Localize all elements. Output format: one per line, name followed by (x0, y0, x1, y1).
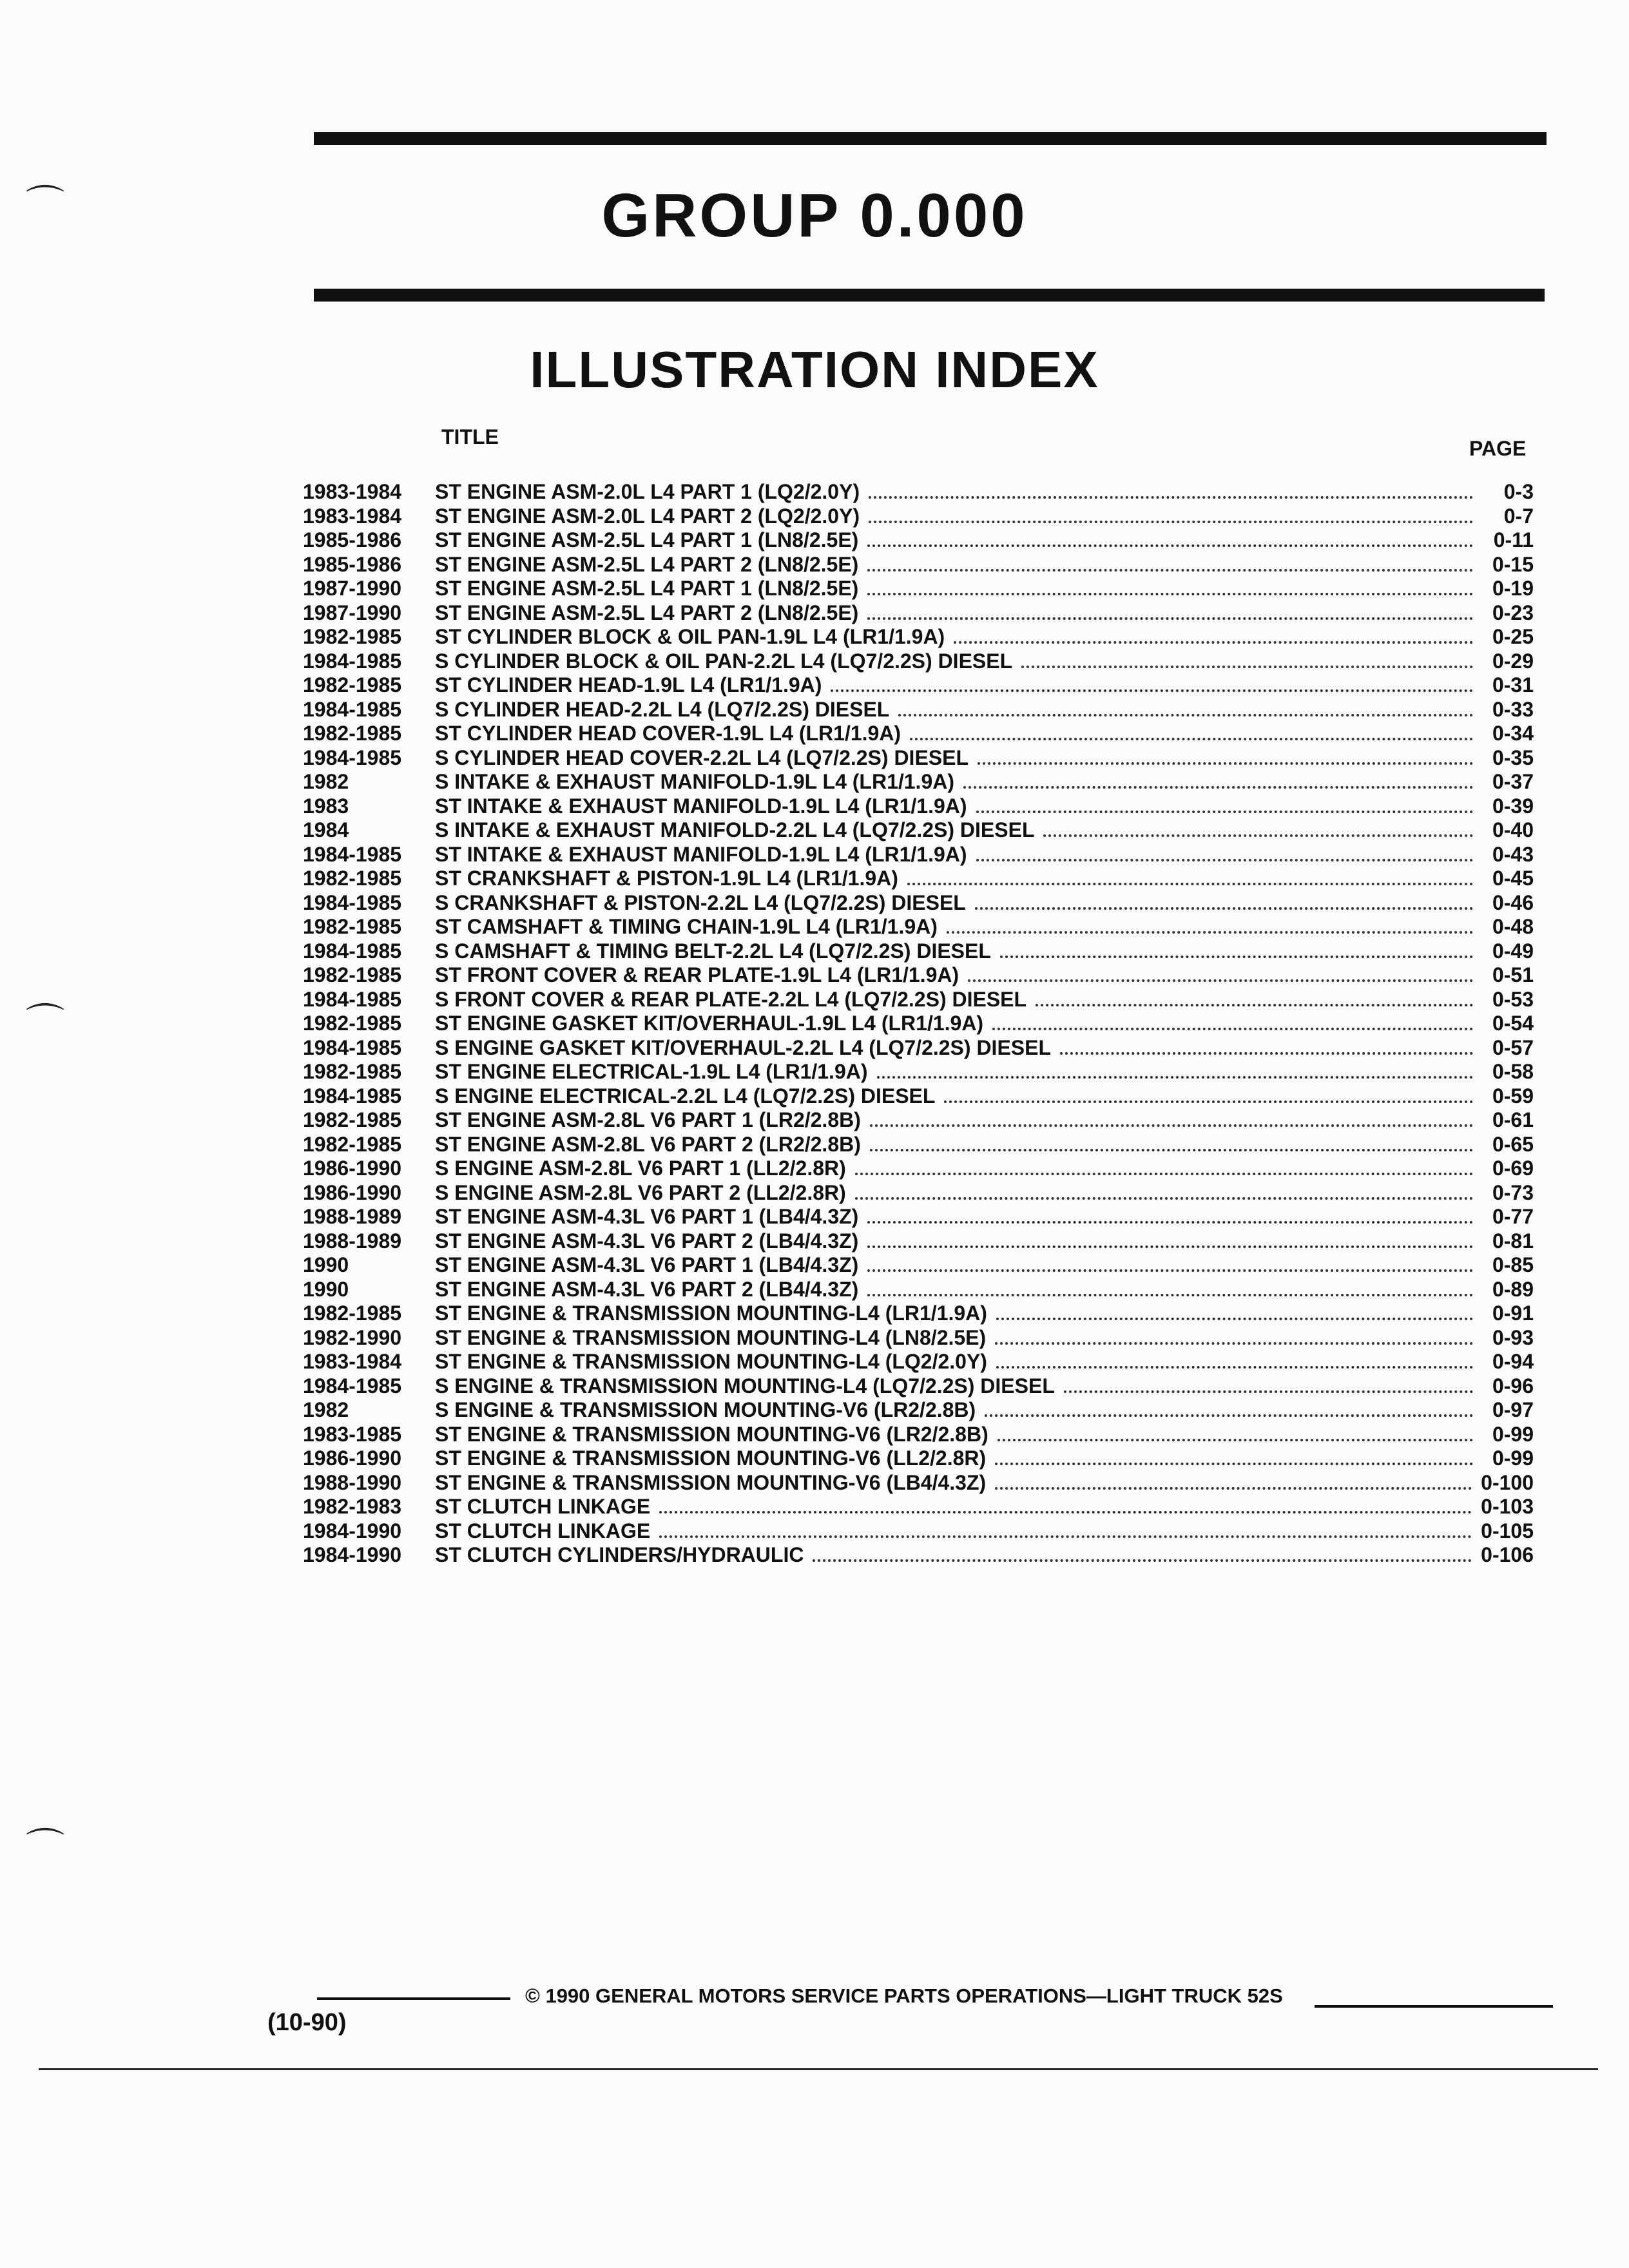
entry-years: 1983-1984 (303, 504, 402, 528)
entry-page: 0-53 (1492, 987, 1534, 1011)
dot-leader (867, 537, 1473, 547)
entry-page: 0-96 (1492, 1374, 1534, 1398)
dot-leader (831, 682, 1473, 692)
entry-years: 1983-1984 (303, 1350, 402, 1373)
entry-title: ST ENGINE ASM-4.3L V6 PART 1 (LB4/4.3Z) (435, 1253, 859, 1276)
entry-years: 1984-1985 (303, 1374, 402, 1398)
entry-title: ST ENGINE ASM-2.5L L4 PART 1 (LN8/2.5E) (435, 577, 859, 600)
dot-leader (1043, 827, 1473, 837)
index-entry (303, 1446, 1534, 1471)
dot-leader (870, 1117, 1473, 1127)
entry-title: S ENGINE ASM-2.8L V6 PART 1 (LL2/2.8R) (435, 1157, 846, 1180)
entry-page: 0-77 (1492, 1205, 1534, 1228)
dot-leader (867, 1262, 1473, 1272)
middle-rule (314, 289, 1545, 302)
revision-code: (10-90) (267, 2009, 347, 2036)
dot-leader (659, 1528, 1472, 1538)
footer-rule-right (1315, 2005, 1553, 2008)
entry-years: 1982-1985 (303, 722, 402, 745)
entry-page: 0-54 (1492, 1012, 1534, 1035)
entry-page: 0-61 (1492, 1108, 1534, 1131)
entry-years: 1982-1985 (303, 867, 402, 890)
index-entry (303, 528, 1534, 553)
entry-title: ST ENGINE ELECTRICAL-1.9L L4 (LR1/1.9A) (435, 1060, 868, 1083)
index-entry (303, 1157, 1534, 1181)
entry-page: 0-40 (1492, 818, 1534, 841)
entry-title: S ENGINE ELECTRICAL-2.2L L4 (LQ7/2.2S) DIESEL (435, 1084, 936, 1108)
entry-years: 1982-1985 (303, 625, 402, 648)
entry-years: 1982-1985 (303, 1060, 402, 1083)
entry-title: ST ENGINE ASM-4.3L V6 PART 1 (LB4/4.3Z) (435, 1205, 859, 1228)
index-entry (303, 843, 1534, 867)
entry-page: 0-91 (1492, 1302, 1534, 1325)
entry-years: 1985-1986 (303, 528, 402, 552)
dot-leader (867, 1238, 1473, 1248)
entry-years: 1982 (303, 1398, 349, 1421)
index-entry (303, 1229, 1534, 1254)
entry-years: 1986-1990 (303, 1157, 402, 1180)
dot-leader (985, 1407, 1473, 1417)
entry-page: 0-45 (1492, 867, 1534, 890)
entry-title: ST CYLINDER HEAD COVER-1.9L L4 (LR1/1.9A) (435, 722, 901, 745)
entry-title: ST INTAKE & EXHAUST MANIFOLD-1.9L L4 (LR1/1.9A) (435, 794, 967, 818)
index-entry (303, 1423, 1534, 1447)
entry-years: 1982-1985 (303, 963, 402, 986)
dot-leader (1021, 658, 1473, 668)
dot-leader (976, 803, 1473, 813)
entry-page: 0-57 (1492, 1035, 1534, 1059)
index-entry (303, 1398, 1534, 1423)
index-entry (303, 1181, 1534, 1206)
index-list (303, 480, 1534, 1568)
entry-page: 0-39 (1492, 794, 1534, 818)
entry-years: 1988-1990 (303, 1470, 402, 1494)
dot-leader (659, 1503, 1472, 1514)
entry-years: 1983 (303, 794, 349, 818)
index-entry (303, 988, 1534, 1012)
entry-title: ST CYLINDER HEAD-1.9L L4 (LR1/1.9A) (435, 673, 822, 697)
index-entry (303, 1060, 1534, 1084)
entry-years: 1984-1985 (303, 842, 402, 866)
index-entry (303, 1133, 1534, 1157)
entry-years: 1982-1985 (303, 1108, 402, 1131)
dot-leader (907, 875, 1473, 885)
entry-title: S ENGINE & TRANSMISSION MOUNTING-L4 (LQ7/2.2S) DIESEL (435, 1374, 1055, 1398)
entry-years: 1984-1985 (303, 649, 402, 673)
entry-years: 1983-1985 (303, 1422, 402, 1446)
index-entry (303, 1205, 1534, 1229)
entry-title: S FRONT COVER & REAR PLATE-2.2L L4 (LQ7/2.2S) DIESEL (435, 987, 1027, 1011)
index-entry (303, 480, 1534, 505)
entry-title: S ENGINE & TRANSMISSION MOUNTING-V6 (LR2/2.8B) (435, 1398, 976, 1421)
dot-leader (898, 706, 1473, 716)
index-entry (303, 891, 1534, 916)
index-entry (303, 867, 1534, 891)
entry-years: 1984-1985 (303, 1035, 402, 1059)
entry-page: 0-19 (1492, 577, 1534, 600)
entry-title: ST ENGINE ASM-2.5L L4 PART 1 (LN8/2.5E) (435, 528, 859, 552)
entry-page: 0-106 (1481, 1543, 1534, 1566)
dot-leader (867, 1213, 1473, 1224)
entry-title: ST ENGINE & TRANSMISSION MOUNTING-V6 (LR2/2.8B) (435, 1422, 988, 1446)
index-entry (303, 963, 1534, 988)
scan-mark: ⌒ (26, 183, 64, 226)
index-entry (303, 625, 1534, 649)
dot-leader (867, 561, 1473, 572)
index-entry (303, 649, 1534, 674)
entry-title: ST ENGINE ASM-4.3L V6 PART 2 (LB4/4.3Z) (435, 1229, 859, 1253)
entry-page: 0-97 (1492, 1398, 1534, 1421)
entry-title: S CYLINDER HEAD COVER-2.2L L4 (LQ7/2.2S) DIESEL (435, 745, 969, 769)
entry-page: 0-15 (1492, 552, 1534, 576)
entry-page: 0-7 (1503, 504, 1534, 528)
entry-title: S CAMSHAFT & TIMING BELT-2.2L L4 (LQ7/2.2S) DIESEL (435, 939, 991, 963)
dot-leader (947, 923, 1473, 934)
entry-title: ST CRANKSHAFT & PISTON-1.9L L4 (LR1/1.9A) (435, 867, 898, 890)
entry-title: ST CLUTCH LINKAGE (435, 1495, 651, 1518)
entry-title: ST ENGINE ASM-2.5L L4 PART 2 (LN8/2.5E) (435, 601, 859, 624)
dot-leader (855, 1165, 1473, 1175)
entry-title: S CYLINDER HEAD-2.2L L4 (LQ7/2.2S) DIESEL (435, 697, 890, 721)
entry-title: ST ENGINE & TRANSMISSION MOUNTING-V6 (LL2/2.8R) (435, 1446, 987, 1470)
dot-leader (813, 1552, 1472, 1562)
entry-years: 1984-1985 (303, 987, 402, 1011)
dot-leader (870, 1141, 1473, 1151)
entry-years: 1984 (303, 818, 349, 841)
index-entry (303, 505, 1534, 529)
bottom-rule (39, 2068, 1598, 2070)
entry-years: 1990 (303, 1253, 349, 1276)
index-entry (303, 553, 1534, 577)
entry-years: 1982-1985 (303, 1132, 402, 1156)
column-header-page: PAGE (1469, 437, 1527, 460)
dot-leader (1000, 948, 1473, 958)
entry-title: ST ENGINE ASM-4.3L V6 PART 2 (LB4/4.3Z) (435, 1277, 859, 1301)
entry-title: ST ENGINE ASM-2.0L L4 PART 1 (LQ2/2.0Y) (435, 480, 860, 503)
entry-page: 0-81 (1492, 1229, 1534, 1253)
footer-rule-left (317, 1997, 510, 2000)
dot-leader (1036, 996, 1473, 1006)
entry-title: S ENGINE GASKET KIT/OVERHAUL-2.2L L4 (LQ7/2.2S) DIESEL (435, 1035, 1052, 1059)
entry-title: ST ENGINE ASM-2.8L V6 PART 1 (LR2/2.8B) (435, 1108, 861, 1131)
entry-title: ST ENGINE & TRANSMISSION MOUNTING-L4 (LR1/1.9A) (435, 1302, 987, 1325)
entry-title: ST CLUTCH CYLINDERS/HYDRAULIC (435, 1543, 804, 1566)
entry-years: 1984-1990 (303, 1519, 402, 1542)
entry-years: 1986-1990 (303, 1446, 402, 1470)
index-entry (303, 939, 1534, 964)
entry-years: 1984-1985 (303, 939, 402, 963)
dot-leader (869, 488, 1473, 499)
entry-page: 0-94 (1492, 1350, 1534, 1373)
index-entry (303, 698, 1534, 722)
index-entry (303, 770, 1534, 794)
dot-leader (992, 1020, 1473, 1030)
entry-page: 0-73 (1492, 1180, 1534, 1204)
entry-years: 1984-1985 (303, 1084, 402, 1108)
dot-leader (976, 851, 1473, 861)
entry-page: 0-3 (1503, 480, 1534, 503)
entry-page: 0-48 (1492, 915, 1534, 938)
dot-leader (998, 1431, 1473, 1441)
dot-leader (1064, 1383, 1473, 1393)
entry-years: 1984-1985 (303, 745, 402, 769)
entry-title: ST ENGINE & TRANSMISSION MOUNTING-L4 (LQ2/2.0Y) (435, 1350, 987, 1373)
entry-title: ST ENGINE & TRANSMISSION MOUNTING-V6 (LB4/4.3Z) (435, 1470, 987, 1494)
entry-years: 1982-1985 (303, 915, 402, 938)
index-entry (303, 1302, 1534, 1326)
entry-years: 1986-1990 (303, 1180, 402, 1204)
dot-leader (996, 1358, 1473, 1369)
dot-leader (995, 1455, 1473, 1465)
dot-leader (869, 513, 1473, 523)
group-title: GROUP 0.000 (601, 181, 1028, 250)
entry-page: 0-59 (1492, 1084, 1534, 1108)
entry-title: ST ENGINE ASM-2.5L L4 PART 2 (LN8/2.5E) (435, 552, 859, 576)
entry-years: 1987-1990 (303, 577, 402, 600)
entry-years: 1987-1990 (303, 601, 402, 624)
dot-leader (867, 1286, 1473, 1296)
entry-page: 0-43 (1492, 842, 1534, 866)
index-entry (303, 1108, 1534, 1133)
entry-page: 0-46 (1492, 890, 1534, 914)
dot-leader (877, 1068, 1474, 1079)
entry-page: 0-34 (1492, 722, 1534, 745)
dot-leader (944, 1093, 1473, 1103)
entry-title: ST ENGINE ASM-2.8L V6 PART 2 (LR2/2.8B) (435, 1132, 861, 1156)
entry-title: S ENGINE ASM-2.8L V6 PART 2 (LL2/2.8R) (435, 1180, 846, 1204)
index-entry (303, 1495, 1534, 1519)
entry-page: 0-85 (1492, 1253, 1534, 1276)
entry-title: S CRANKSHAFT & PISTON-2.2L L4 (LQ7/2.2S) DIESEL (435, 890, 966, 914)
entry-years: 1985-1986 (303, 552, 402, 576)
entry-page: 0-51 (1492, 963, 1534, 986)
entry-years: 1988-1989 (303, 1205, 402, 1228)
index-entry (303, 1471, 1534, 1495)
entry-title: ST CLUTCH LINKAGE (435, 1519, 651, 1542)
entry-years: 1982-1985 (303, 673, 402, 697)
entry-years: 1984-1990 (303, 1543, 402, 1566)
dot-leader (978, 754, 1473, 765)
entry-page: 0-105 (1481, 1519, 1534, 1542)
entry-years: 1990 (303, 1277, 349, 1301)
entry-title: ST INTAKE & EXHAUST MANIFOLD-1.9L L4 (LR1/1.9A) (435, 842, 967, 866)
index-entry (303, 915, 1534, 939)
index-entry (303, 1374, 1534, 1399)
index-entry (303, 818, 1534, 843)
scan-mark: ⌒ (26, 1001, 64, 1044)
entry-years: 1988-1989 (303, 1229, 402, 1253)
entry-page: 0-58 (1492, 1060, 1534, 1083)
entry-years: 1984-1985 (303, 697, 402, 721)
entry-page: 0-23 (1492, 601, 1534, 624)
dot-leader (910, 730, 1473, 740)
dot-leader (963, 778, 1473, 789)
entry-title: S INTAKE & EXHAUST MANIFOLD-2.2L L4 (LQ7/2.2S) DIESEL (435, 818, 1035, 841)
dot-leader (867, 585, 1473, 595)
dot-leader (968, 972, 1473, 982)
index-entry (303, 1253, 1534, 1278)
entry-page: 0-35 (1492, 745, 1534, 769)
entry-title: ST ENGINE & TRANSMISSION MOUNTING-L4 (LN8/2.5E) (435, 1325, 987, 1349)
entry-title: ST CYLINDER BLOCK & OIL PAN-1.9L L4 (LR1/1.9A) (435, 625, 945, 648)
dot-leader (996, 1310, 1473, 1320)
index-entry (303, 577, 1534, 601)
dot-leader (855, 1189, 1473, 1200)
dot-leader (954, 633, 1473, 644)
dot-leader (975, 899, 1473, 910)
dot-leader (995, 1334, 1473, 1345)
footer-copyright: © 1990 GENERAL MOTORS SERVICE PARTS OPERATIONS—LIGHT TRUCK 52S (525, 1984, 1283, 2007)
entry-page: 0-99 (1492, 1446, 1534, 1470)
entry-page: 0-89 (1492, 1277, 1534, 1301)
index-entry (303, 1084, 1534, 1109)
entry-page: 0-25 (1492, 625, 1534, 648)
entry-page: 0-93 (1492, 1325, 1534, 1349)
index-entry (303, 1012, 1534, 1036)
entry-page: 0-99 (1492, 1422, 1534, 1446)
index-entry (303, 1278, 1534, 1302)
entry-page: 0-103 (1481, 1495, 1534, 1518)
column-header-title: TITLE (441, 425, 499, 448)
entry-page: 0-100 (1481, 1470, 1534, 1494)
entry-page: 0-11 (1493, 528, 1534, 552)
index-title: ILLUSTRATION INDEX (530, 341, 1099, 398)
index-entry (303, 794, 1534, 819)
index-entry (303, 1326, 1534, 1350)
entry-years: 1982-1983 (303, 1495, 402, 1518)
index-entry (303, 746, 1534, 771)
entry-years: 1983-1984 (303, 480, 402, 503)
index-entry (303, 1350, 1534, 1374)
entry-page: 0-69 (1492, 1157, 1534, 1180)
entry-page: 0-31 (1492, 673, 1534, 697)
entry-page: 0-33 (1492, 697, 1534, 721)
index-entry (303, 1519, 1534, 1544)
entry-years: 1982-1985 (303, 1302, 402, 1325)
entry-page: 0-49 (1492, 939, 1534, 963)
index-entry (303, 1036, 1534, 1061)
index-entry (303, 1543, 1534, 1568)
top-rule (314, 132, 1547, 145)
entry-page: 0-37 (1492, 770, 1534, 793)
entry-title: S INTAKE & EXHAUST MANIFOLD-1.9L L4 (LR1/1.9A) (435, 770, 954, 793)
entry-title: ST FRONT COVER & REAR PLATE-1.9L L4 (LR1/1.9A) (435, 963, 959, 986)
entry-page: 0-29 (1492, 649, 1534, 673)
scan-mark: ⌒ (26, 1826, 64, 1869)
entry-title: ST ENGINE GASKET KIT/OVERHAUL-1.9L L4 (LR1/1.9A) (435, 1012, 984, 1035)
entry-title: S CYLINDER BLOCK & OIL PAN-2.2L L4 (LQ7/2.2S) DIESEL (435, 649, 1013, 673)
dot-leader (867, 610, 1473, 620)
entry-years: 1982 (303, 770, 349, 793)
entry-page: 0-65 (1492, 1132, 1534, 1156)
entry-title: ST ENGINE ASM-2.0L L4 PART 2 (LQ2/2.0Y) (435, 504, 860, 528)
entry-title: ST CAMSHAFT & TIMING CHAIN-1.9L L4 (LR1/1.9A) (435, 915, 938, 938)
index-entry (303, 673, 1534, 698)
dot-leader (1060, 1044, 1473, 1055)
index-entry (303, 601, 1534, 626)
entry-years: 1984-1985 (303, 890, 402, 914)
index-entry (303, 722, 1534, 746)
dot-leader (995, 1479, 1472, 1490)
entry-years: 1982-1985 (303, 1012, 402, 1035)
entry-years: 1982-1990 (303, 1325, 402, 1349)
